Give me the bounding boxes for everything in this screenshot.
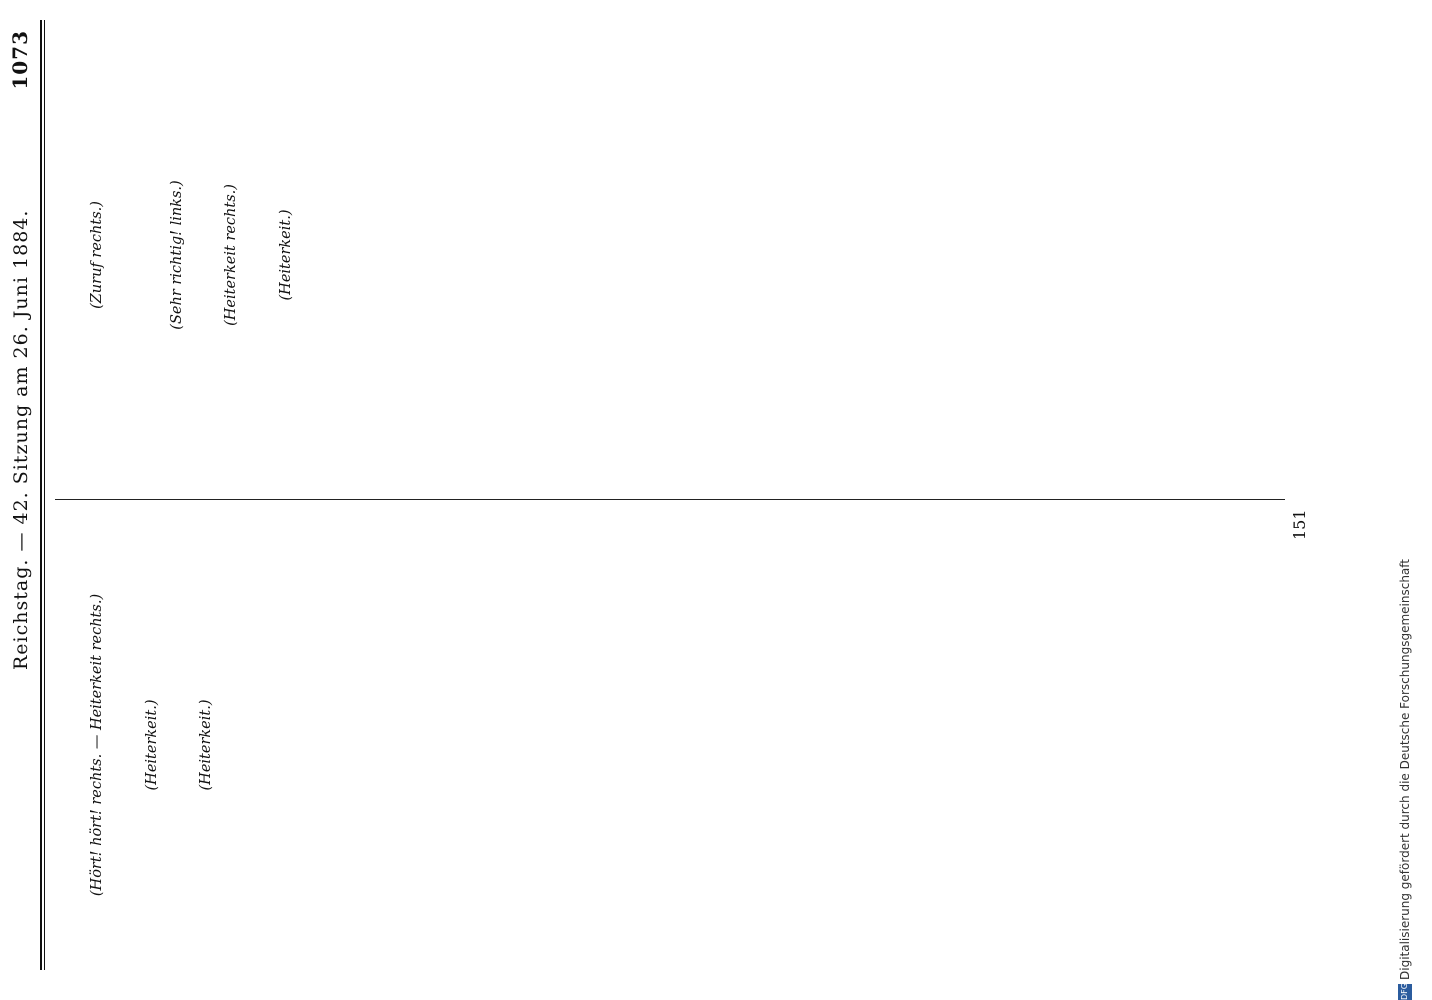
speaker-line: [169, 520, 190, 970]
paragraph: [274, 520, 295, 970]
page-signature-mark: 151: [1290, 509, 1309, 540]
right-column: [60, 520, 1280, 970]
page-header: [0, 20, 60, 970]
interjection: (Heiterkeit.): [277, 209, 294, 301]
interjection: (Heiterkeit.): [143, 699, 160, 791]
running-head: Reichstag. — 42. Sitzung am 26. Juni 1884.: [10, 209, 32, 670]
header-rule-thin: [44, 20, 45, 970]
header-rule: [40, 20, 42, 970]
paragraph: [115, 520, 136, 970]
dfg-logo-icon: DFG: [1398, 984, 1412, 1000]
paragraph: [249, 520, 270, 970]
interjection: (Hört! hört! rechts. — Heiterkeit rechts.): [89, 593, 105, 897]
interjection: (Zuruf rechts.): [89, 201, 105, 309]
footer-credit: Digitalisierung gefördert durch die Deutsche Forschungsgemeinschaft: [1398, 558, 1412, 980]
column-divider: [55, 499, 1285, 500]
paragraph: [249, 30, 270, 480]
paragraph: [60, 520, 81, 970]
interjection: (Sehr richtig! links.): [168, 180, 185, 330]
paragraph: [140, 30, 161, 480]
paragraph: [224, 520, 245, 970]
left-column: [60, 30, 1280, 480]
paragraph: [303, 30, 324, 480]
paragraph: [115, 30, 136, 480]
paragraph: [60, 30, 81, 480]
interjection: (Heiterkeit rechts.): [223, 184, 240, 326]
interjection: (Heiterkeit.): [198, 699, 215, 791]
page-number: 1073: [8, 30, 32, 90]
paragraph: [194, 30, 215, 480]
